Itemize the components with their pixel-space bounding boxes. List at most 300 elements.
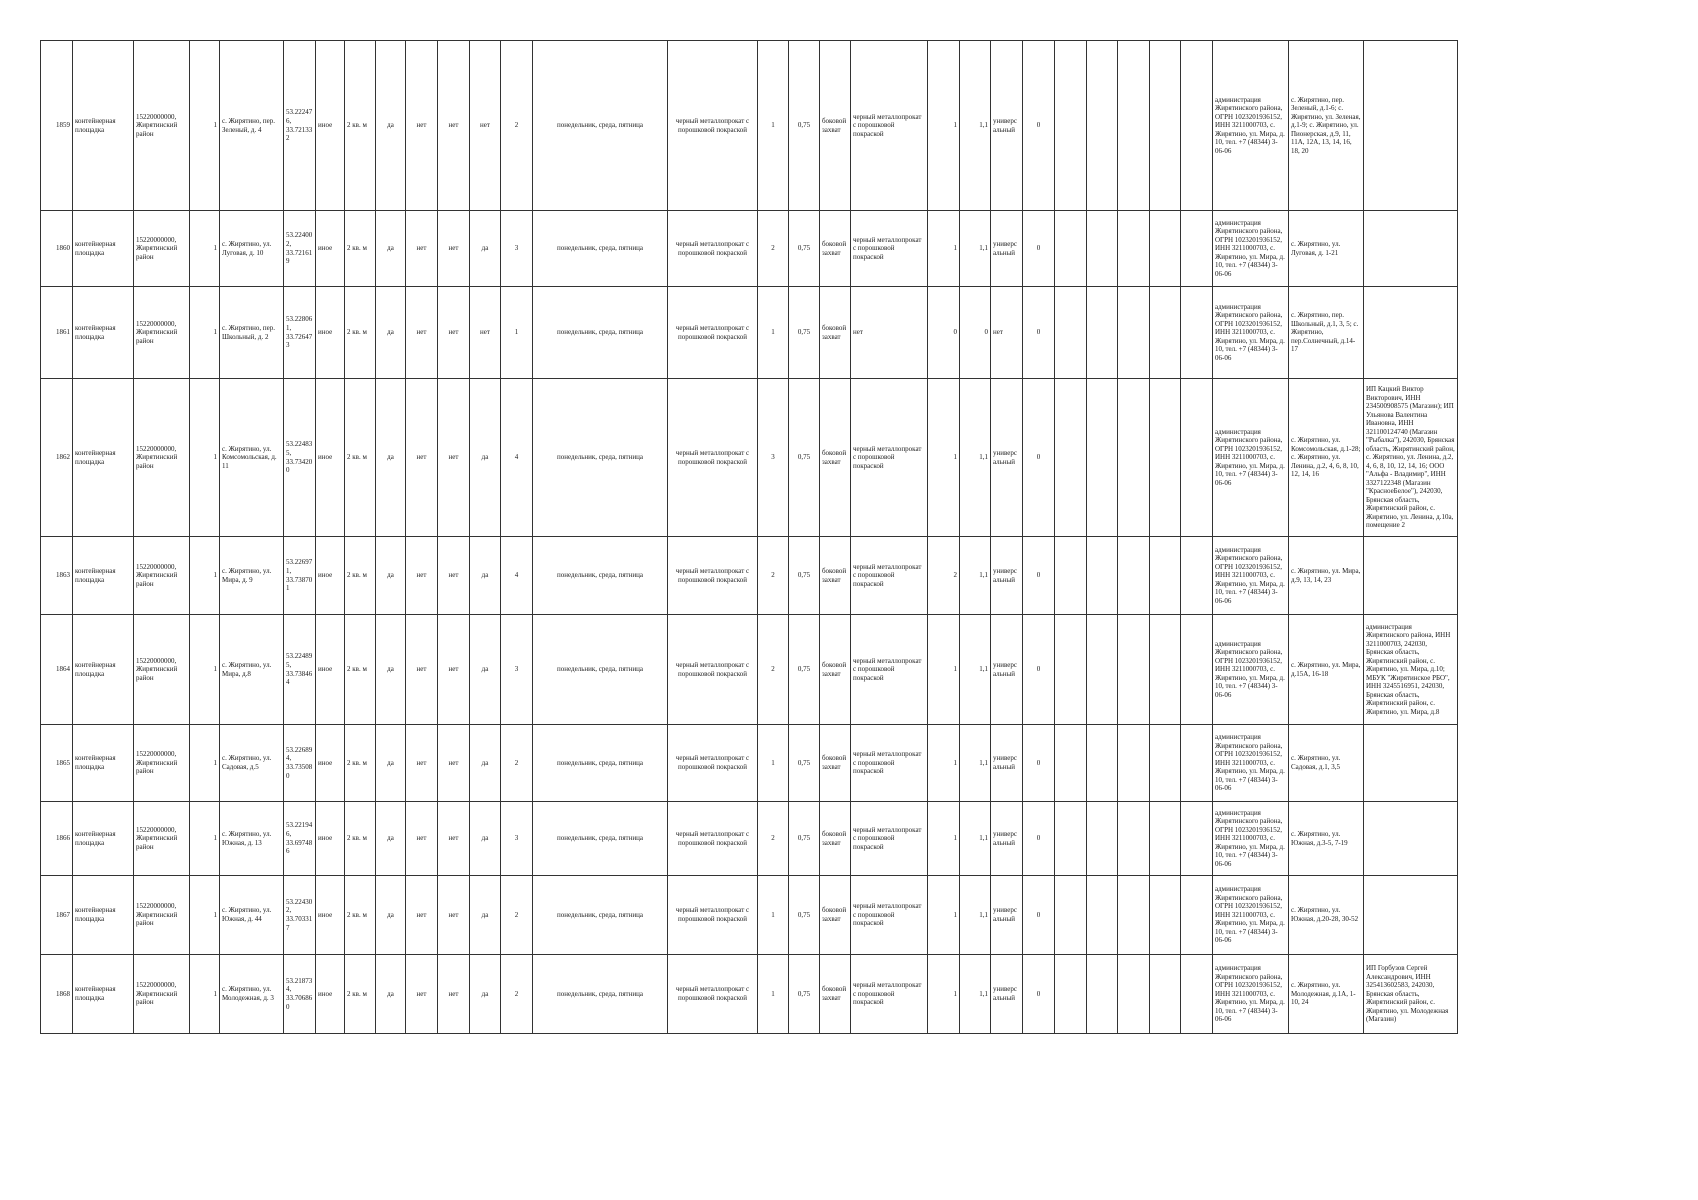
cell-container-count: 3 bbox=[501, 802, 533, 876]
cell-empty bbox=[1150, 802, 1181, 876]
cell-empty bbox=[1087, 725, 1118, 802]
cell-fence: да bbox=[376, 725, 406, 802]
cell-flag-b: нет bbox=[438, 537, 470, 615]
cell-volume: 0,75 bbox=[789, 876, 820, 955]
cell-count-cell: 1 bbox=[190, 876, 220, 955]
cell-empty bbox=[1118, 615, 1150, 725]
cell-separate-count: 0 bbox=[1023, 955, 1055, 1034]
cell-container-count: 2 bbox=[501, 725, 533, 802]
cell-separate-count: 0 bbox=[1023, 211, 1055, 287]
cell-schedule: понедельник, среда, пятница bbox=[533, 211, 668, 287]
cell-area: 2 кв. м bbox=[345, 211, 376, 287]
cell-flag-b: нет bbox=[438, 955, 470, 1034]
cell-surface: иное bbox=[316, 955, 345, 1034]
cell-district: 15220000000, Жирятинский район bbox=[134, 876, 190, 955]
cell-waste-sources: с. Жирятино, ул. Мира, д.9, 13, 14, 23 bbox=[1289, 537, 1364, 615]
cell-waste-sources: с. Жирятино, ул. Садовая, д.1, 3,5 bbox=[1289, 725, 1364, 802]
table-body bbox=[41, 41, 1458, 1034]
cell-container-count: 3 bbox=[501, 211, 533, 287]
cell-empty bbox=[1055, 41, 1087, 211]
cell-separate-count: 0 bbox=[1023, 537, 1055, 615]
cell-loading-type: боковой захват bbox=[820, 287, 851, 379]
cell-empty bbox=[1181, 725, 1213, 802]
cell-other-sources bbox=[1364, 802, 1458, 876]
cell-site-type: контейнерная площадка bbox=[73, 537, 134, 615]
cell-owner-info: администрация Жирятинского района, ОГРН 1023201936152, ИНН 3211000703, с. Жирятино, ул. Мира, д. 10, тел. +7 (48344) 3-06-06 bbox=[1213, 379, 1289, 537]
cell-empty bbox=[1181, 287, 1213, 379]
cell-separate-count: 0 bbox=[1023, 725, 1055, 802]
cell-bunker-volume: 1,1 bbox=[960, 537, 991, 615]
cell-count-cell: 1 bbox=[190, 537, 220, 615]
cell-surface: иное bbox=[316, 876, 345, 955]
cell-waste-kind: нет bbox=[991, 287, 1023, 379]
cell-row-number: 1863 bbox=[41, 537, 73, 615]
cell-bunker-material: нет bbox=[851, 287, 928, 379]
cell-count-cell: 1 bbox=[190, 955, 220, 1034]
cell-container-count: 2 bbox=[501, 876, 533, 955]
cell-waste-sources: с. Жирятино, ул. Комсомольская, д.1-28; с. Жирятино, ул. Ленина, д.2, 4, 6, 8, 10, 12, 14, 16 bbox=[1289, 379, 1364, 537]
cell-loading-type: боковой захват bbox=[820, 211, 851, 287]
cell-coordinates: 53.22489 5, 33.73846 4 bbox=[284, 615, 316, 725]
cell-separate-count: 0 bbox=[1023, 615, 1055, 725]
cell-address: с. Жирятино, ул. Луговая, д. 10 bbox=[220, 211, 284, 287]
cell-bunker-count: 2 bbox=[928, 537, 960, 615]
cell-schedule: понедельник, среда, пятница bbox=[533, 41, 668, 211]
cell-count-cell: 1 bbox=[190, 615, 220, 725]
cell-planned-count: 1 bbox=[758, 41, 789, 211]
cell-other-sources bbox=[1364, 41, 1458, 211]
cell-empty bbox=[1055, 876, 1087, 955]
cell-surface: иное bbox=[316, 537, 345, 615]
cell-bunker-volume: 1,1 bbox=[960, 211, 991, 287]
cell-owner-info: администрация Жирятинского района, ОГРН 1023201936152, ИНН 3211000703, с. Жирятино, ул. Мира, д. 10, тел. +7 (48344) 3-06-06 bbox=[1213, 955, 1289, 1034]
cell-loading-type: боковой захват bbox=[820, 955, 851, 1034]
cell-empty bbox=[1087, 287, 1118, 379]
cell-flag-c: да bbox=[470, 211, 501, 287]
cell-flag-c: нет bbox=[470, 41, 501, 211]
cell-separate-count: 0 bbox=[1023, 802, 1055, 876]
cell-waste-sources: с. Жирятино, ул. Луговая, д. 1-21 bbox=[1289, 211, 1364, 287]
cell-surface: иное bbox=[316, 211, 345, 287]
cell-empty bbox=[1150, 876, 1181, 955]
cell-separate-count: 0 bbox=[1023, 287, 1055, 379]
cell-empty bbox=[1181, 955, 1213, 1034]
cell-district: 15220000000, Жирятинский район bbox=[134, 287, 190, 379]
cell-material: черный металлопрокат с порошковой покраской bbox=[668, 802, 758, 876]
cell-schedule: понедельник, среда, пятница bbox=[533, 955, 668, 1034]
cell-bunker-material: черный металлопрокат с порошковой покраской bbox=[851, 955, 928, 1034]
cell-empty bbox=[1181, 876, 1213, 955]
cell-other-sources bbox=[1364, 725, 1458, 802]
cell-surface: иное bbox=[316, 615, 345, 725]
cell-fence: да bbox=[376, 537, 406, 615]
cell-flag-a: нет bbox=[406, 615, 438, 725]
cell-waste-sources: с. Жирятино, ул. Молодежная, д.1А, 1-10, 24 bbox=[1289, 955, 1364, 1034]
cell-address: с. Жирятино, пер. Школьный, д. 2 bbox=[220, 287, 284, 379]
cell-fence: да bbox=[376, 287, 406, 379]
cell-site-type: контейнерная площадка bbox=[73, 287, 134, 379]
cell-flag-a: нет bbox=[406, 725, 438, 802]
table-row bbox=[41, 955, 1458, 1034]
cell-row-number: 1864 bbox=[41, 615, 73, 725]
cell-flag-a: нет bbox=[406, 211, 438, 287]
cell-fence: да bbox=[376, 615, 406, 725]
cell-waste-sources: с. Жирятино, пер. Школьный, д.1, 3, 5; с. Жирятино, пер.Солнечный, д.14-17 bbox=[1289, 287, 1364, 379]
cell-flag-a: нет bbox=[406, 287, 438, 379]
cell-empty bbox=[1181, 41, 1213, 211]
cell-separate-count: 0 bbox=[1023, 876, 1055, 955]
cell-flag-b: нет bbox=[438, 287, 470, 379]
cell-planned-count: 1 bbox=[758, 955, 789, 1034]
cell-flag-a: нет bbox=[406, 955, 438, 1034]
cell-surface: иное bbox=[316, 725, 345, 802]
cell-waste-kind: универсальный bbox=[991, 379, 1023, 537]
cell-empty bbox=[1150, 537, 1181, 615]
cell-coordinates: 53.21873 4, 33.70686 0 bbox=[284, 955, 316, 1034]
cell-row-number: 1865 bbox=[41, 725, 73, 802]
cell-bunker-count: 1 bbox=[928, 211, 960, 287]
cell-bunker-count: 1 bbox=[928, 802, 960, 876]
cell-flag-c: да bbox=[470, 615, 501, 725]
registry-table bbox=[40, 40, 1458, 1034]
cell-row-number: 1866 bbox=[41, 802, 73, 876]
cell-waste-kind: универсальный bbox=[991, 955, 1023, 1034]
cell-site-type: контейнерная площадка bbox=[73, 955, 134, 1034]
cell-empty bbox=[1118, 211, 1150, 287]
cell-empty bbox=[1150, 955, 1181, 1034]
cell-bunker-material: черный металлопрокат с порошковой покраской bbox=[851, 211, 928, 287]
cell-district: 15220000000, Жирятинский район bbox=[134, 615, 190, 725]
cell-planned-count: 2 bbox=[758, 802, 789, 876]
cell-area: 2 кв. м bbox=[345, 725, 376, 802]
cell-volume: 0,75 bbox=[789, 537, 820, 615]
cell-flag-a: нет bbox=[406, 876, 438, 955]
cell-empty bbox=[1150, 615, 1181, 725]
cell-schedule: понедельник, среда, пятница bbox=[533, 537, 668, 615]
cell-empty bbox=[1087, 615, 1118, 725]
cell-district: 15220000000, Жирятинский район bbox=[134, 41, 190, 211]
cell-waste-sources: с. Жирятино, ул. Мира, д.15А, 16-18 bbox=[1289, 615, 1364, 725]
table-row bbox=[41, 287, 1458, 379]
cell-row-number: 1861 bbox=[41, 287, 73, 379]
cell-bunker-material: черный металлопрокат с порошковой покраской bbox=[851, 725, 928, 802]
cell-site-type: контейнерная площадка bbox=[73, 211, 134, 287]
cell-count-cell: 1 bbox=[190, 211, 220, 287]
cell-flag-c: да bbox=[470, 725, 501, 802]
cell-volume: 0,75 bbox=[789, 379, 820, 537]
cell-count-cell: 1 bbox=[190, 287, 220, 379]
cell-row-number: 1859 bbox=[41, 41, 73, 211]
cell-row-number: 1862 bbox=[41, 379, 73, 537]
cell-empty bbox=[1055, 537, 1087, 615]
cell-flag-a: нет bbox=[406, 802, 438, 876]
cell-owner-info: администрация Жирятинского района, ОГРН 1023201936152, ИНН 3211000703, с. Жирятино, ул. Мира, д. 10, тел. +7 (48344) 3-06-06 bbox=[1213, 41, 1289, 211]
cell-container-count: 3 bbox=[501, 615, 533, 725]
cell-surface: иное bbox=[316, 802, 345, 876]
cell-volume: 0,75 bbox=[789, 955, 820, 1034]
cell-district: 15220000000, Жирятинский район bbox=[134, 725, 190, 802]
cell-container-count: 2 bbox=[501, 41, 533, 211]
cell-container-count: 1 bbox=[501, 287, 533, 379]
table-row bbox=[41, 615, 1458, 725]
cell-empty bbox=[1118, 725, 1150, 802]
cell-schedule: понедельник, среда, пятница bbox=[533, 287, 668, 379]
cell-owner-info: администрация Жирятинского района, ОГРН 1023201936152, ИНН 3211000703, с. Жирятино, ул. Мира, д. 10, тел. +7 (48344) 3-06-06 bbox=[1213, 615, 1289, 725]
cell-flag-b: нет bbox=[438, 211, 470, 287]
cell-material: черный металлопрокат с порошковой покраской bbox=[668, 537, 758, 615]
cell-planned-count: 3 bbox=[758, 379, 789, 537]
cell-loading-type: боковой захват bbox=[820, 615, 851, 725]
cell-empty bbox=[1181, 211, 1213, 287]
cell-bunker-volume: 1,1 bbox=[960, 41, 991, 211]
cell-planned-count: 2 bbox=[758, 615, 789, 725]
cell-address: с. Жирятино, ул. Молодежная, д. 3 bbox=[220, 955, 284, 1034]
cell-empty bbox=[1150, 725, 1181, 802]
cell-district: 15220000000, Жирятинский район bbox=[134, 537, 190, 615]
cell-empty bbox=[1087, 802, 1118, 876]
cell-waste-sources: с. Жирятино, пер. Зеленый, д.1-6; с. Жирятино, ул. Зеленая, д.1-9; с. Жирятино, ул. Пионерская, д.9, 11, 11А, 12А, 13, 14, 16, 18, 20 bbox=[1289, 41, 1364, 211]
cell-district: 15220000000, Жирятинский район bbox=[134, 955, 190, 1034]
cell-empty bbox=[1055, 211, 1087, 287]
cell-waste-kind: универсальный bbox=[991, 876, 1023, 955]
cell-empty bbox=[1150, 379, 1181, 537]
cell-address: с. Жирятино, ул. Комсомольская, д. 11 bbox=[220, 379, 284, 537]
cell-area: 2 кв. м bbox=[345, 615, 376, 725]
cell-material: черный металлопрокат с порошковой покраской bbox=[668, 379, 758, 537]
cell-site-type: контейнерная площадка bbox=[73, 615, 134, 725]
cell-owner-info: администрация Жирятинского района, ОГРН 1023201936152, ИНН 3211000703, с. Жирятино, ул. Мира, д. 10, тел. +7 (48344) 3-06-06 bbox=[1213, 802, 1289, 876]
cell-empty bbox=[1055, 287, 1087, 379]
cell-waste-sources: с. Жирятино, ул. Южная, д.3-5, 7-19 bbox=[1289, 802, 1364, 876]
cell-flag-b: нет bbox=[438, 379, 470, 537]
cell-planned-count: 2 bbox=[758, 537, 789, 615]
cell-bunker-volume: 1,1 bbox=[960, 955, 991, 1034]
cell-bunker-volume: 1,1 bbox=[960, 615, 991, 725]
cell-bunker-volume: 1,1 bbox=[960, 725, 991, 802]
cell-loading-type: боковой захват bbox=[820, 876, 851, 955]
cell-district: 15220000000, Жирятинский район bbox=[134, 379, 190, 537]
cell-area: 2 кв. м bbox=[345, 41, 376, 211]
cell-count-cell: 1 bbox=[190, 725, 220, 802]
cell-fence: да bbox=[376, 379, 406, 537]
cell-row-number: 1860 bbox=[41, 211, 73, 287]
cell-waste-kind: универсальный bbox=[991, 537, 1023, 615]
cell-bunker-count: 1 bbox=[928, 615, 960, 725]
cell-empty bbox=[1181, 537, 1213, 615]
cell-coordinates: 53.22689 4, 33.73508 0 bbox=[284, 725, 316, 802]
cell-coordinates: 53.22194 6, 33.69748 6 bbox=[284, 802, 316, 876]
cell-other-sources: администрация Жирятинского района, ИНН 3211000703, 242030, Брянская область, Жирятинский район, с. Жирятино, ул. Мира, д.10; МБУК "Жирятинское РБО", ИНН 3245516951, 242030, Брянская область, Жирятинский район, с. Жирятино, ул. Мира, д.8 bbox=[1364, 615, 1458, 725]
cell-empty bbox=[1087, 876, 1118, 955]
cell-other-sources bbox=[1364, 287, 1458, 379]
cell-area: 2 кв. м bbox=[345, 537, 376, 615]
table-row bbox=[41, 537, 1458, 615]
cell-bunker-count: 1 bbox=[928, 955, 960, 1034]
cell-empty bbox=[1055, 802, 1087, 876]
table-row bbox=[41, 41, 1458, 211]
cell-planned-count: 1 bbox=[758, 876, 789, 955]
cell-volume: 0,75 bbox=[789, 41, 820, 211]
cell-flag-c: да bbox=[470, 379, 501, 537]
cell-empty bbox=[1150, 41, 1181, 211]
cell-empty bbox=[1087, 41, 1118, 211]
table-row bbox=[41, 876, 1458, 955]
cell-empty bbox=[1087, 955, 1118, 1034]
cell-material: черный металлопрокат с порошковой покраской bbox=[668, 955, 758, 1034]
cell-bunker-count: 1 bbox=[928, 379, 960, 537]
cell-material: черный металлопрокат с порошковой покраской bbox=[668, 41, 758, 211]
cell-empty bbox=[1150, 211, 1181, 287]
cell-owner-info: администрация Жирятинского района, ОГРН 1023201936152, ИНН 3211000703, с. Жирятино, ул. Мира, д. 10, тел. +7 (48344) 3-06-06 bbox=[1213, 537, 1289, 615]
cell-coordinates: 53.22400 2, 33.72161 9 bbox=[284, 211, 316, 287]
cell-coordinates: 53.22806 1, 33.72647 3 bbox=[284, 287, 316, 379]
cell-schedule: понедельник, среда, пятница bbox=[533, 725, 668, 802]
cell-fence: да bbox=[376, 211, 406, 287]
cell-site-type: контейнерная площадка bbox=[73, 876, 134, 955]
cell-flag-b: нет bbox=[438, 615, 470, 725]
cell-district: 15220000000, Жирятинский район bbox=[134, 802, 190, 876]
cell-empty bbox=[1118, 287, 1150, 379]
table-row bbox=[41, 802, 1458, 876]
cell-bunker-material: черный металлопрокат с порошковой покраской bbox=[851, 537, 928, 615]
cell-site-type: контейнерная площадка bbox=[73, 41, 134, 211]
cell-empty bbox=[1181, 615, 1213, 725]
cell-empty bbox=[1150, 287, 1181, 379]
cell-empty bbox=[1087, 211, 1118, 287]
cell-bunker-volume: 1,1 bbox=[960, 379, 991, 537]
cell-flag-a: нет bbox=[406, 41, 438, 211]
cell-surface: иное bbox=[316, 287, 345, 379]
cell-flag-c: да bbox=[470, 955, 501, 1034]
cell-planned-count: 2 bbox=[758, 211, 789, 287]
cell-fence: да bbox=[376, 802, 406, 876]
cell-empty bbox=[1181, 379, 1213, 537]
cell-site-type: контейнерная площадка bbox=[73, 379, 134, 537]
cell-material: черный металлопрокат с порошковой покраской bbox=[668, 287, 758, 379]
cell-coordinates: 53.22247 6, 33.72133 2 bbox=[284, 41, 316, 211]
cell-empty bbox=[1087, 379, 1118, 537]
cell-flag-b: нет bbox=[438, 41, 470, 211]
cell-flag-b: нет bbox=[438, 802, 470, 876]
cell-other-sources: ИП Горбузов Сергей Александрович, ИНН 325413602583, 242030, Брянская область, Жирятинский район, с. Жирятино, ул. Молодежная (Магазин) bbox=[1364, 955, 1458, 1034]
cell-material: черный металлопрокат с порошковой покраской bbox=[668, 876, 758, 955]
cell-row-number: 1868 bbox=[41, 955, 73, 1034]
cell-count-cell: 1 bbox=[190, 802, 220, 876]
cell-flag-b: нет bbox=[438, 876, 470, 955]
cell-address: с. Жирятино, ул. Южная, д. 13 bbox=[220, 802, 284, 876]
cell-surface: иное bbox=[316, 41, 345, 211]
cell-empty bbox=[1118, 876, 1150, 955]
cell-volume: 0,75 bbox=[789, 725, 820, 802]
cell-material: черный металлопрокат с порошковой покраской bbox=[668, 725, 758, 802]
cell-empty bbox=[1118, 537, 1150, 615]
cell-loading-type: боковой захват bbox=[820, 41, 851, 211]
cell-area: 2 кв. м bbox=[345, 379, 376, 537]
cell-bunker-material: черный металлопрокат с порошковой покраской bbox=[851, 379, 928, 537]
cell-schedule: понедельник, среда, пятница bbox=[533, 876, 668, 955]
table-row bbox=[41, 211, 1458, 287]
cell-material: черный металлопрокат с порошковой покраской bbox=[668, 615, 758, 725]
cell-bunker-count: 0 bbox=[928, 287, 960, 379]
cell-waste-kind: универсальный bbox=[991, 211, 1023, 287]
table-row bbox=[41, 725, 1458, 802]
cell-area: 2 кв. м bbox=[345, 287, 376, 379]
cell-area: 2 кв. м bbox=[345, 955, 376, 1034]
cell-bunker-volume: 1,1 bbox=[960, 802, 991, 876]
cell-empty bbox=[1118, 41, 1150, 211]
cell-address: с. Жирятино, ул. Мира, д.8 bbox=[220, 615, 284, 725]
cell-material: черный металлопрокат с порошковой покраской bbox=[668, 211, 758, 287]
cell-surface: иное bbox=[316, 379, 345, 537]
cell-waste-kind: универсальный bbox=[991, 41, 1023, 211]
cell-separate-count: 0 bbox=[1023, 379, 1055, 537]
cell-flag-c: да bbox=[470, 802, 501, 876]
cell-flag-c: да bbox=[470, 876, 501, 955]
cell-fence: да bbox=[376, 955, 406, 1034]
cell-other-sources: ИП Кацкий Виктор Викторович, ИНН 234500908575 (Магазин); ИП Ульянова Валентина Ивановна, ИНН 321100124740 (Магазин "Рыбалка"), 242030, Брянская область, Жирятинский район, с. Жирятино, ул. Ленина, д.2, 4, 6, 8, 10, 12, 14, 16; ООО "Альфа - Владимир", ИНН 3327122348 (Магазин "КрасноеБелое"), 242030, Брянская область, Жирятинский район, с. Жирятино, ул. Ленина, д.10а, помещение 2 bbox=[1364, 379, 1458, 537]
cell-container-count: 4 bbox=[501, 379, 533, 537]
cell-container-count: 2 bbox=[501, 955, 533, 1034]
cell-area: 2 кв. м bbox=[345, 802, 376, 876]
cell-count-cell: 1 bbox=[190, 41, 220, 211]
cell-container-count: 4 bbox=[501, 537, 533, 615]
cell-empty bbox=[1118, 955, 1150, 1034]
cell-district: 15220000000, Жирятинский район bbox=[134, 211, 190, 287]
cell-owner-info: администрация Жирятинского района, ОГРН 1023201936152, ИНН 3211000703, с. Жирятино, ул. Мира, д. 10, тел. +7 (48344) 3-06-06 bbox=[1213, 876, 1289, 955]
cell-other-sources bbox=[1364, 876, 1458, 955]
cell-volume: 0,75 bbox=[789, 615, 820, 725]
cell-coordinates: 53.22697 1, 33.73870 1 bbox=[284, 537, 316, 615]
cell-waste-kind: универсальный bbox=[991, 725, 1023, 802]
cell-count-cell: 1 bbox=[190, 379, 220, 537]
cell-other-sources bbox=[1364, 211, 1458, 287]
cell-empty bbox=[1087, 537, 1118, 615]
cell-bunker-count: 1 bbox=[928, 725, 960, 802]
cell-volume: 0,75 bbox=[789, 802, 820, 876]
cell-empty bbox=[1055, 725, 1087, 802]
cell-separate-count: 0 bbox=[1023, 41, 1055, 211]
cell-flag-c: да bbox=[470, 537, 501, 615]
cell-bunker-material: черный металлопрокат с порошковой покраской bbox=[851, 41, 928, 211]
cell-bunker-count: 1 bbox=[928, 876, 960, 955]
cell-waste-kind: универсальный bbox=[991, 802, 1023, 876]
cell-empty bbox=[1118, 802, 1150, 876]
cell-address: с. Жирятино, ул. Южная, д. 44 bbox=[220, 876, 284, 955]
cell-schedule: понедельник, среда, пятница bbox=[533, 379, 668, 537]
cell-bunker-volume: 1,1 bbox=[960, 876, 991, 955]
cell-loading-type: боковой захват bbox=[820, 725, 851, 802]
table-row bbox=[41, 379, 1458, 537]
cell-flag-b: нет bbox=[438, 725, 470, 802]
cell-volume: 0,75 bbox=[789, 211, 820, 287]
cell-owner-info: администрация Жирятинского района, ОГРН 1023201936152, ИНН 3211000703, с. Жирятино, ул. Мира, д. 10, тел. +7 (48344) 3-06-06 bbox=[1213, 725, 1289, 802]
cell-volume: 0,75 bbox=[789, 287, 820, 379]
cell-empty bbox=[1055, 379, 1087, 537]
cell-address: с. Жирятино, ул. Мира, д. 9 bbox=[220, 537, 284, 615]
cell-loading-type: боковой захват bbox=[820, 802, 851, 876]
cell-loading-type: боковой захват bbox=[820, 537, 851, 615]
cell-bunker-material: черный металлопрокат с порошковой покраской bbox=[851, 876, 928, 955]
cell-empty bbox=[1055, 955, 1087, 1034]
cell-bunker-material: черный металлопрокат с порошковой покраской bbox=[851, 615, 928, 725]
cell-waste-sources: с. Жирятино, ул. Южная, д.20-28, 30-52 bbox=[1289, 876, 1364, 955]
cell-empty bbox=[1118, 379, 1150, 537]
cell-schedule: понедельник, среда, пятница bbox=[533, 802, 668, 876]
cell-row-number: 1867 bbox=[41, 876, 73, 955]
cell-owner-info: администрация Жирятинского района, ОГРН 1023201936152, ИНН 3211000703, с. Жирятино, ул. Мира, д. 10, тел. +7 (48344) 3-06-06 bbox=[1213, 211, 1289, 287]
cell-empty bbox=[1055, 615, 1087, 725]
cell-loading-type: боковой захват bbox=[820, 379, 851, 537]
